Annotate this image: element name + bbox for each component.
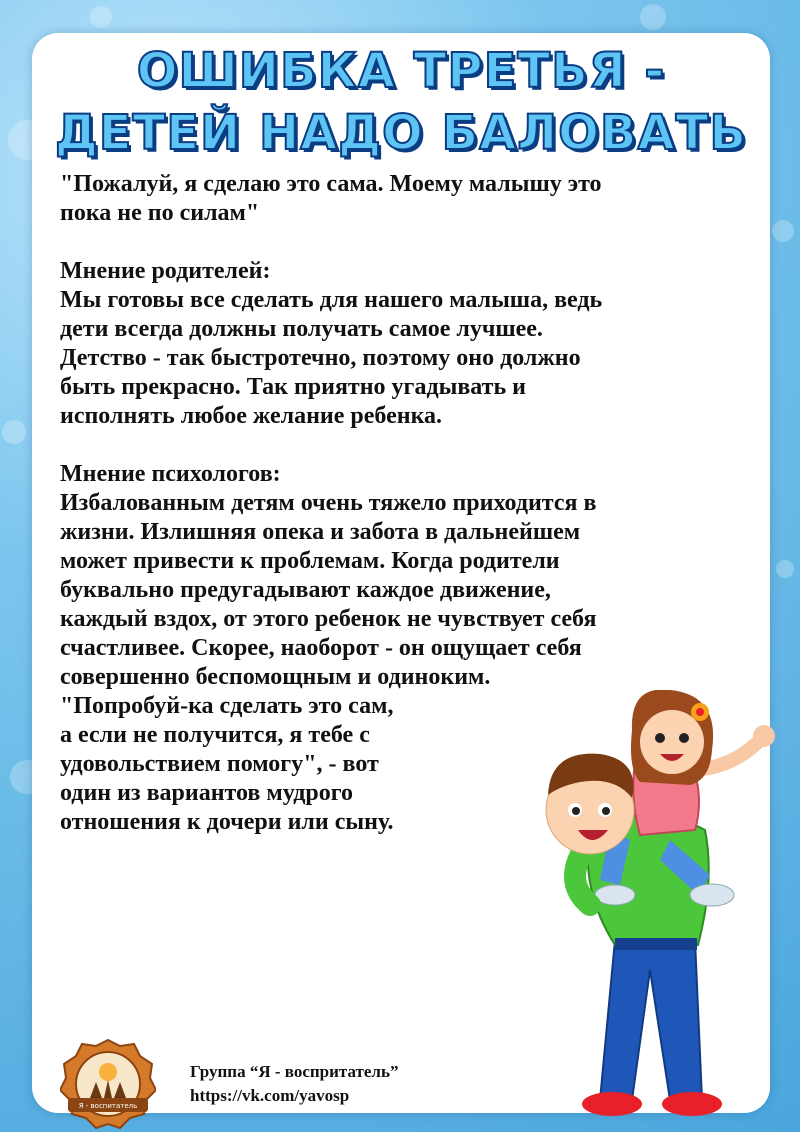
parents-opinion-line: быть прекрасно. Так приятно угадывать и bbox=[60, 374, 526, 400]
parents-opinion-line: исполнять любое желание ребенка. bbox=[60, 403, 443, 429]
footer bbox=[190, 1060, 398, 1108]
advice-line: "Попробуй-ка сделать это сам, bbox=[60, 693, 394, 719]
advice-line: отношения к дочери или сыну. bbox=[60, 809, 394, 835]
psychologists-opinion-line: может привести к проблемам. Когда родители bbox=[60, 548, 560, 574]
parents-opinion-line: Детство - так быстротечно, поэтому оно должно bbox=[60, 345, 581, 371]
psychologists-opinion-line: каждый вздох, от этого ребенок не чувствует себя bbox=[60, 606, 597, 632]
footer-link[interactable]: https://vk.com/yavosp bbox=[190, 1086, 350, 1105]
advice-line: удовольствием помогу", - вот bbox=[60, 751, 379, 777]
psychologists-opinion-heading: Мнение психологов: bbox=[60, 461, 281, 487]
father-daughter-piggyback-illustration bbox=[520, 690, 790, 1122]
psychologists-opinion-line: Избалованным детям очень тяжело приходится в bbox=[60, 490, 597, 516]
kindergarten-logo-icon bbox=[60, 1036, 156, 1132]
logo-text: Я - воспитатель bbox=[78, 1102, 138, 1110]
psychologists-opinion-line: буквально предугадывают каждое движение, bbox=[60, 577, 551, 603]
footer-group-name: Группа “Я - воспритатель” bbox=[190, 1062, 399, 1081]
parents-opinion-heading: Мнение родителей: bbox=[60, 258, 271, 284]
parents-opinion-line: Мы готовы все сделать для нашего малыша, ведь bbox=[60, 287, 603, 313]
psychologists-opinion-line: совершенно беспомощным и одиноким. bbox=[60, 664, 491, 690]
psychologists-opinion-line: жизни. Излишняя опека и забота в дальнейшем bbox=[60, 519, 581, 545]
advice-line: а если не получится, я тебе с bbox=[60, 722, 370, 748]
parents-opinion-line: дети всегда должны получать самое лучшее. bbox=[60, 316, 543, 342]
quote-line: пока не по силам" bbox=[60, 200, 260, 226]
psychologists-opinion-line: счастливее. Скорее, наоборот - он ощущает себя bbox=[60, 635, 582, 661]
quote-line: "Пожалуй, я сделаю это сама. Моему малышу это bbox=[60, 171, 602, 197]
page-title-line-2: ДЕТЕЙ НАДО БАЛОВАТЬ bbox=[54, 105, 747, 161]
advice-line: один из вариантов мудрого bbox=[60, 780, 354, 806]
page-title-line-1: ОШИБКА ТРЕТЬЯ - bbox=[136, 43, 666, 99]
